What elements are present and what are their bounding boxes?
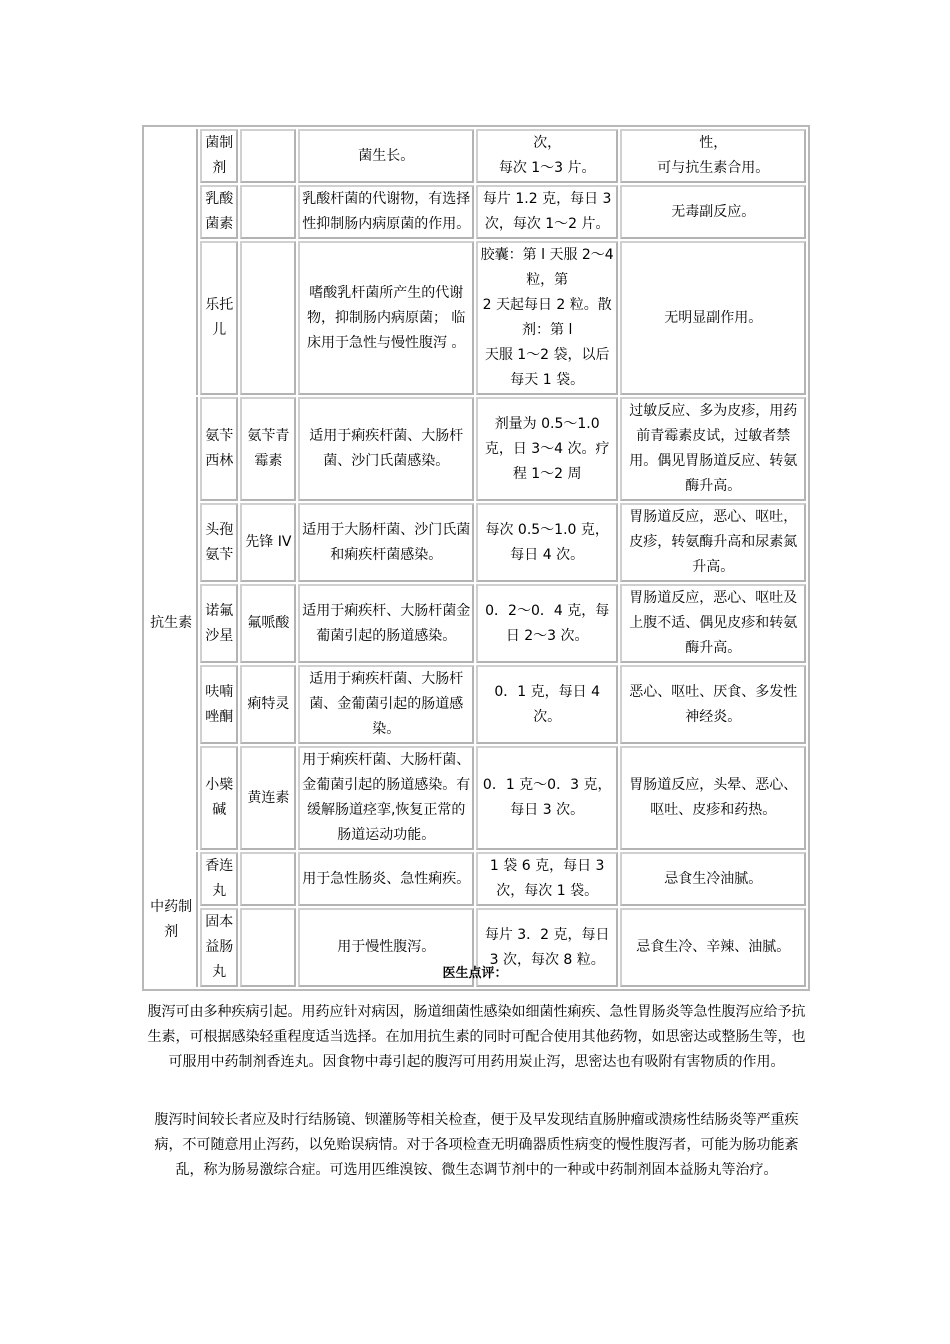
- drug-notes: 忌食生冷、辛辣、油腻。: [620, 908, 806, 987]
- drug-dosage: 0．1 克～0．3 克，每日 3 次。: [476, 746, 618, 850]
- drug-name: 乐托儿: [200, 241, 238, 395]
- drug-notes: 胃肠道反应，恶心、呕吐及上腹不适、偶见皮疹和转氨酶升高。: [620, 584, 806, 663]
- generic-name: [240, 129, 296, 183]
- review-title: 医生点评：: [442, 966, 508, 981]
- drug-notes: 忌食生冷油腻。: [620, 852, 806, 906]
- drug-dosage: 次， 每次 1～3 片。: [476, 129, 618, 183]
- drug-notes: 恶心、呕吐、厌食、多发性神经炎。: [620, 665, 806, 744]
- drug-dosage: 每次 0.5～1.0 克，每日 4 次。: [476, 503, 618, 582]
- drug-dosage: 0．1 克，每日 4 次。: [476, 665, 618, 744]
- drug-effect: 适用于大肠杆菌、沙门氏菌和痢疾杆菌感染。: [298, 503, 474, 582]
- table-row: [146, 129, 806, 183]
- drug-dosage: 剂量为 0.5～1.0 克，日 3～4 次。疗程 1～2 周: [476, 397, 618, 501]
- drug-dosage: 0．2～0．4 克，每日 2～3 次。: [476, 584, 618, 663]
- drug-dosage: 每片 1.2 克，每日 3 次，每次 1～2 片。: [476, 185, 618, 239]
- generic-name: 先锋 IV: [240, 503, 296, 582]
- drug-effect: 适用于痢疾杆菌、大肠杆菌、金葡菌引起的肠道感染。: [298, 665, 474, 744]
- category-cell: 抗生素: [146, 397, 198, 850]
- drug-dosage: 每片 3．2 克，每日 3 次，每次 8 粒。: [476, 908, 618, 987]
- drug-name: 氨苄西林: [200, 397, 238, 501]
- table-row: [146, 852, 806, 906]
- generic-name: 痢特灵: [240, 665, 296, 744]
- drug-name: 呋喃唑酮: [200, 665, 238, 744]
- category-cell: [146, 129, 198, 395]
- drug-name: 香连丸: [200, 852, 238, 906]
- generic-name: [240, 852, 296, 906]
- drug-effect: 用于痢疾杆菌、大肠杆菌、金葡菌引起的肠道感染。有缓解肠道痉挛,恢复正常的肠道运动功能。: [298, 746, 474, 850]
- table-row: [146, 746, 806, 850]
- drug-effect: 菌生长。: [298, 129, 474, 183]
- drug-effect: 用于急性肠炎、急性痢疾。: [298, 852, 474, 906]
- drug-notes: 过敏反应、多为皮疹，用药前青霉素皮试，过敏者禁用。偶见胃肠道反应、转氨酶升高。: [620, 397, 806, 501]
- drug-effect: 用于慢性腹泻。: [298, 908, 474, 987]
- drug-notes: 胃肠道反应，头晕、恶心、呕吐、皮疹和药热。: [620, 746, 806, 850]
- generic-name: 氨苄青霉素: [240, 397, 296, 501]
- review-paragraph: 腹泻可由多种疾病引起。用药应针对病因，肠道细菌性感染如细菌性痢疾、急性胃肠炎等急性腹泻应给予抗生素，可根据感染轻重程度适当选择。在加用抗生素的同时可配合使用其他药物，如思密达或整肠生等，也可服用中药制剂香连丸。因食物中毒引起的腹泻可用药用炭止泻，思密达也有吸附有害物质的作用。: [147, 1004, 806, 1070]
- drug-name: 头孢氨苄: [200, 503, 238, 582]
- table-row: [146, 584, 806, 663]
- drug-name: 乳酸菌素: [200, 185, 238, 239]
- drug-effect: 嗜酸乳杆菌所产生的代谢物，抑制肠内病原菌； 临床用于急性与慢性腹泻 。: [298, 241, 474, 395]
- drug-notes: 无明显副作用。: [620, 241, 806, 395]
- drug-effect: 适用于痢疾杆、大肠杆菌金葡菌引起的肠道感染。: [298, 584, 474, 663]
- drug-notes: 性， 可与抗生素合用。: [620, 129, 806, 183]
- category-cell: 中药制剂: [146, 852, 198, 987]
- drug-dosage: 1 袋 6 克，每日 3 次，每次 1 袋。: [476, 852, 618, 906]
- generic-name: [240, 185, 296, 239]
- drug-effect: 乳酸杆菌的代谢物，有选择性抑制肠内病原菌的作用。: [298, 185, 474, 239]
- drug-dosage: 胶囊：第 l 天服 2～4 粒，第 2 天起每日 2 粒。散剂：第 l 天服 1～2 袋，以后每天 1 袋。: [476, 241, 618, 395]
- drug-name: 菌制剂: [200, 129, 238, 183]
- generic-name: [240, 241, 296, 395]
- table-row: [146, 503, 806, 582]
- drug-effect: 适用于痢疾杆菌、大肠杆菌、沙门氏菌感染。: [298, 397, 474, 501]
- drug-name: 诺氟沙星: [200, 584, 238, 663]
- table-row: [146, 241, 806, 395]
- drug-name: 固本益肠丸: [200, 908, 238, 987]
- drug-table: [142, 125, 810, 991]
- table-row: [146, 185, 806, 239]
- drug-notes: 无毒副反应。: [620, 185, 806, 239]
- drug-notes: 胃肠道反应，恶心、呕吐，皮疹，转氨酶升高和尿素氮升高。: [620, 503, 806, 582]
- generic-name: 黄连素: [240, 746, 296, 850]
- generic-name: 氟哌酸: [240, 584, 296, 663]
- table-row: [146, 665, 806, 744]
- table-row: [146, 397, 806, 501]
- drug-name: 小檗碱: [200, 746, 238, 850]
- review-paragraph: 腹泻时间较长者应及时行结肠镜、钡灌肠等相关检查，便于及早发现结直肠肿瘤或溃疡性结肠炎等严重疾病，不可随意用止泻药，以免贻误病情。对于各项检查无明确器质性病变的慢性腹泻者，可能为肠功能紊乱，称为肠易激综合症。可选用匹维溴铵、微生态调节剂中的一种或中药制剂固本益肠丸等治疗。: [154, 1112, 799, 1178]
